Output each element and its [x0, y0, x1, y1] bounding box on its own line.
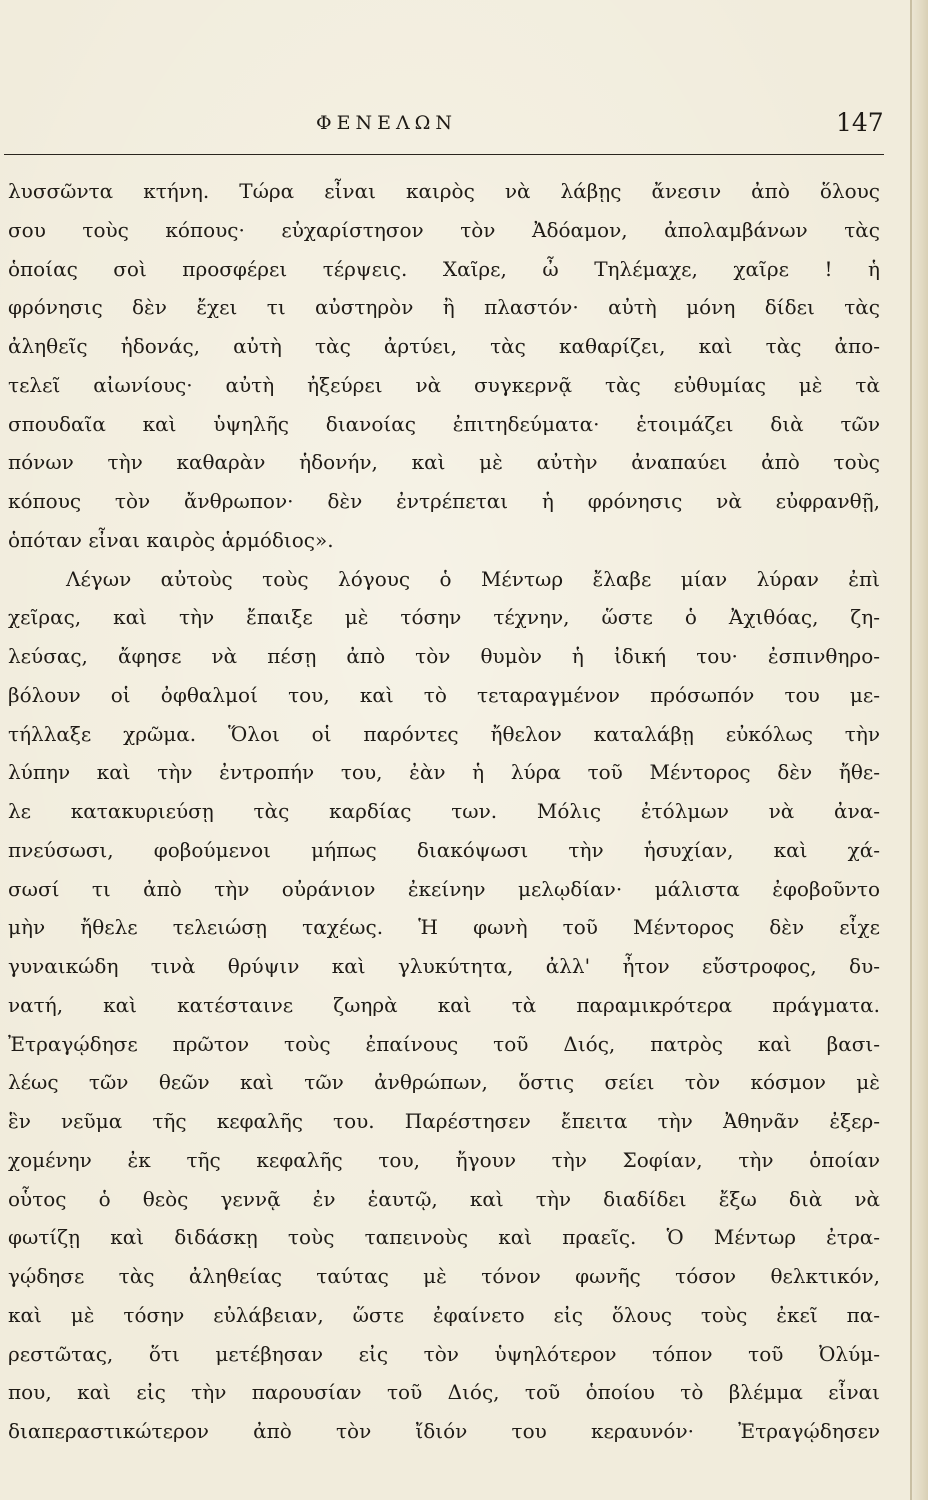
text-line: βόλουν οἱ ὀφθαλμοί του, καὶ τὸ τεταραγμένον πρόσωπόν του με- — [8, 682, 880, 707]
text-line: ὁπόταν εἶναι καιρὸς ἁρμόδιος». — [8, 527, 334, 552]
text-line: σου τοὺς κόπους· εὐχαρίστησον τὸν Ἀδόαμον, ἀπολαμβάνων τὰς — [8, 217, 880, 242]
page-edge — [910, 0, 928, 1500]
text-line: που, καὶ εἰς τὴν παρουσίαν τοῦ Διός, τοῦ ὁποίου τὸ βλέμμα εἶναι — [8, 1380, 880, 1405]
text-line: γυναικώδη τινὰ θρύψιν καὶ γλυκύτητα, ἀλλ' ἦτον εὔστροφος, δυ- — [8, 954, 880, 978]
text-line: χεῖρας, καὶ τὴν ἔπαιξε μὲ τόσην τέχνην, ὥστε ὁ Ἀχιθόας, ζη- — [8, 605, 880, 630]
text-line: οὗτος ὁ θεὸς γεννᾷ ἐν ἑαυτῷ, καὶ τὴν διαδίδει ἔξω διὰ νὰ — [8, 1186, 880, 1211]
text-line: πνεύσωσι, φοβούμενοι μήπως διακόψωσι τὴν ἡσυχίαν, καὶ χά- — [8, 837, 880, 862]
text-line: φρόνησις δὲν ἔχει τι αὐστηρὸν ἢ πλαστόν· αὐτὴ μόνη δίδει τὰς — [8, 295, 880, 320]
text-line: κόπους τὸν ἄνθρωπον· δὲν ἐντρέπεται ἡ φρόνησις νὰ εὐφρανθῇ, — [8, 489, 880, 513]
page-header — [0, 108, 928, 148]
text-line: Ἐτραγῴδησε πρῶτον τοὺς ἐπαίνους τοῦ Διός, πατρὸς καὶ βασι- — [8, 1031, 880, 1056]
text-line: λε κατακυριεύσῃ τὰς καρδίας των. Μόλις ἐτόλμων νὰ ἀνα- — [8, 799, 880, 823]
text-line: γῴδησε τὰς ἀληθείας ταύτας μὲ τόνον φωνῆς τόσον θελκτικόν, — [8, 1264, 880, 1288]
text-line: τήλλαξε χρῶμα. Ὅλοι οἱ παρόντες ἤθελον καταλάβῃ εὐκόλως τὴν — [8, 721, 880, 746]
text-line: διαπεραστικώτερον ἀπὸ τὸν ἴδιόν του κεραυνόν· Ἐτραγῴδησεν — [8, 1419, 880, 1443]
text-line: μὴν ἤθελε τελειώσῃ ταχέως. Ἡ φωνὴ τοῦ Μέντορος δὲν εἶχε — [8, 915, 880, 940]
text-line: καὶ μὲ τόσην εὐλάβειαν, ὥστε ἐφαίνετο εἰς ὅλους τοὺς ἐκεῖ πα- — [8, 1302, 880, 1327]
text-line: Λέγων αὐτοὺς τοὺς λόγους ὁ Μέντωρ ἔλαβε μίαν λύραν ἐπὶ — [66, 566, 880, 591]
text-line: ἓν νεῦμα τῆς κεφαλῆς του. Παρέστησεν ἔπειτα τὴν Ἀθηνᾶν ἐξερ- — [8, 1109, 880, 1133]
header-rule — [4, 154, 884, 155]
text-line: λεύσας, ἄφησε νὰ πέσῃ ἀπὸ τὸν θυμὸν ἡ ἰδική του· ἐσπινθηρο- — [8, 644, 880, 668]
text-line: φωτίζῃ καὶ διδάσκῃ τοὺς ταπεινοὺς καὶ πραεῖς. Ὁ Μέντωρ ἐτρα- — [8, 1225, 880, 1250]
body-text — [8, 172, 880, 1451]
text-line: τελεῖ αἰωνίους· αὐτὴ ἠξεύρει νὰ συγκερνᾷ τὰς εὐθυμίας μὲ τὰ — [8, 372, 880, 397]
page-number: 147 — [836, 108, 884, 137]
text-line: σπουδαῖα καὶ ὑψηλῆς διανοίας ἐπιτηδεύματα· ἑτοιμάζει διὰ τῶν — [8, 411, 880, 436]
text-line: νατή, καὶ κατέσταινε ζωηρὰ καὶ τὰ παραμικρότερα πράγματα. — [8, 992, 880, 1017]
text-line: χομένην ἐκ τῆς κεφαλῆς του, ἤγουν τὴν Σοφίαν, τὴν ὁποίαν — [8, 1147, 880, 1172]
text-line: σωσί τι ἀπὸ τὴν οὐράνιον ἐκείνην μελῳδίαν· μάλιστα ἐφοβοῦντο — [8, 876, 880, 901]
text-line: πόνων τὴν καθαρὰν ἡδονήν, καὶ μὲ αὐτὴν ἀναπαύει ἀπὸ τοὺς — [8, 450, 880, 475]
text-line: λέως τῶν θεῶν καὶ τῶν ἀνθρώπων, ὅστις σείει τὸν κόσμον μὲ — [8, 1070, 880, 1095]
text-line: λυσσῶντα κτήνη. Τώρα εἶναι καιρὸς νὰ λάβῃς ἄνεσιν ἀπὸ ὅλους — [8, 179, 880, 203]
text-line: ἀληθεῖς ἡδονάς, αὐτὴ τὰς ἀρτύει, τὰς καθαρίζει, καὶ τὰς ἀπο- — [8, 334, 880, 358]
running-title: ΦΕΝΕΛΩΝ — [316, 112, 458, 134]
text-line: ὁποίας σοὶ προσφέρει τέρψεις. Χαῖρε, ὦ Τηλέμαχε, χαῖρε ! ἡ — [8, 256, 880, 281]
text-line: ρεστῶτας, ὅτι μετέβησαν εἰς τὸν ὑψηλότερον τόπον τοῦ Ὀλύμ- — [8, 1341, 880, 1366]
text-line: λύπην καὶ τὴν ἐντροπήν του, ἐὰν ἡ λύρα τοῦ Μέντορος δὲν ἤθε- — [8, 760, 880, 785]
